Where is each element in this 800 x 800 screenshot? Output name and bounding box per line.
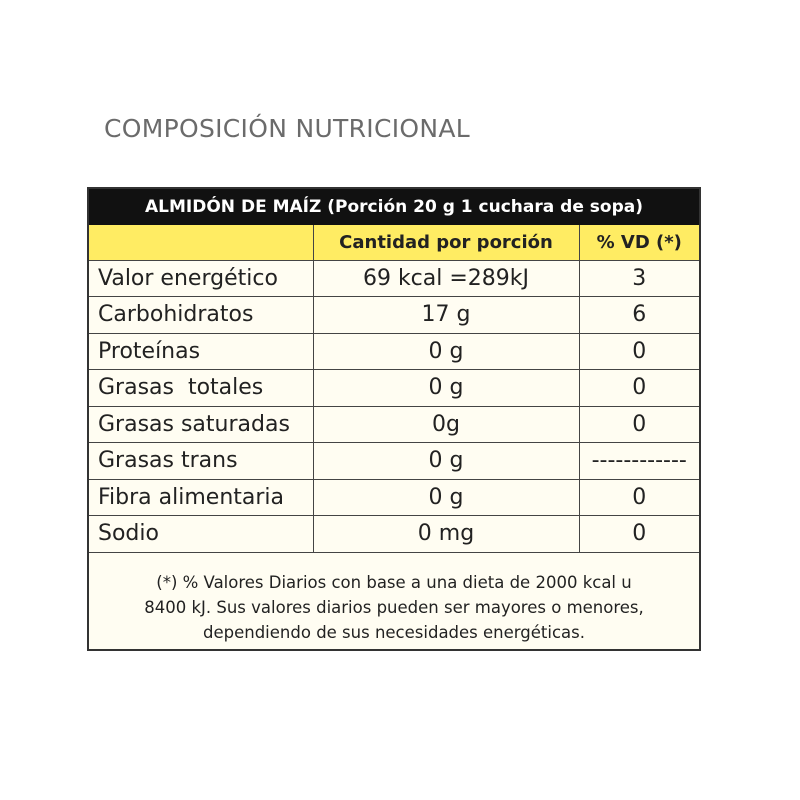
- table-row: [89, 297, 699, 334]
- nutrient-name: Fibra alimentaria: [89, 479, 313, 516]
- footnote: [89, 566, 699, 649]
- nutrient-name: Grasas trans: [89, 443, 313, 480]
- nutrient-vd: 0: [579, 406, 699, 443]
- nutrient-name: Sodio: [89, 516, 313, 553]
- table-row: [89, 260, 699, 297]
- table-row: [89, 479, 699, 516]
- nutrient-quantity: 0 g: [313, 479, 579, 516]
- nutrient-vd: 0: [579, 479, 699, 516]
- page-title: COMPOSICIÓN NUTRICIONAL: [104, 114, 471, 143]
- column-header-vd: % VD (*): [579, 225, 699, 260]
- table-row: [89, 370, 699, 407]
- nutrient-name: Proteínas: [89, 333, 313, 370]
- footnote-line: (*) % Valores Diarios con base a una dieta de 2000 kcal u: [156, 573, 632, 592]
- nutrient-quantity: 69 kcal =289kJ: [313, 260, 579, 297]
- nutrient-name: Valor energético: [89, 260, 313, 297]
- column-header-quantity: Cantidad por porción: [313, 225, 579, 260]
- nutrient-quantity: 0 mg: [313, 516, 579, 553]
- nutrient-vd: 3: [579, 260, 699, 297]
- nutrient-name: Carbohidratos: [89, 297, 313, 334]
- table-heading: ALMIDÓN DE MAÍZ (Porción 20 g 1 cuchara de sopa): [89, 189, 699, 225]
- column-header-row: [89, 225, 699, 260]
- nutrient-vd: 6: [579, 297, 699, 334]
- footnote-line: 8400 kJ. Sus valores diarios pueden ser mayores o menores,: [144, 598, 644, 617]
- nutrient-name: Grasas totales: [89, 370, 313, 407]
- table-row: [89, 516, 699, 553]
- table-row: [89, 333, 699, 370]
- table-row: [89, 443, 699, 480]
- nutrient-quantity: 0 g: [313, 443, 579, 480]
- nutrient-vd: 0: [579, 516, 699, 553]
- column-header-name: [89, 225, 313, 260]
- nutrient-quantity: 17 g: [313, 297, 579, 334]
- nutrient-vd: 0: [579, 333, 699, 370]
- footnote-line: dependiendo de sus necesidades energéticas.: [203, 623, 585, 642]
- nutrient-vd: 0: [579, 370, 699, 407]
- nutrition-grid: [89, 225, 699, 553]
- nutrition-table: [87, 187, 701, 651]
- nutrient-quantity: 0g: [313, 406, 579, 443]
- nutrient-quantity: 0 g: [313, 333, 579, 370]
- nutrient-name: Grasas saturadas: [89, 406, 313, 443]
- table-row: [89, 406, 699, 443]
- nutrient-quantity: 0 g: [313, 370, 579, 407]
- nutrient-vd: ------------: [579, 443, 699, 480]
